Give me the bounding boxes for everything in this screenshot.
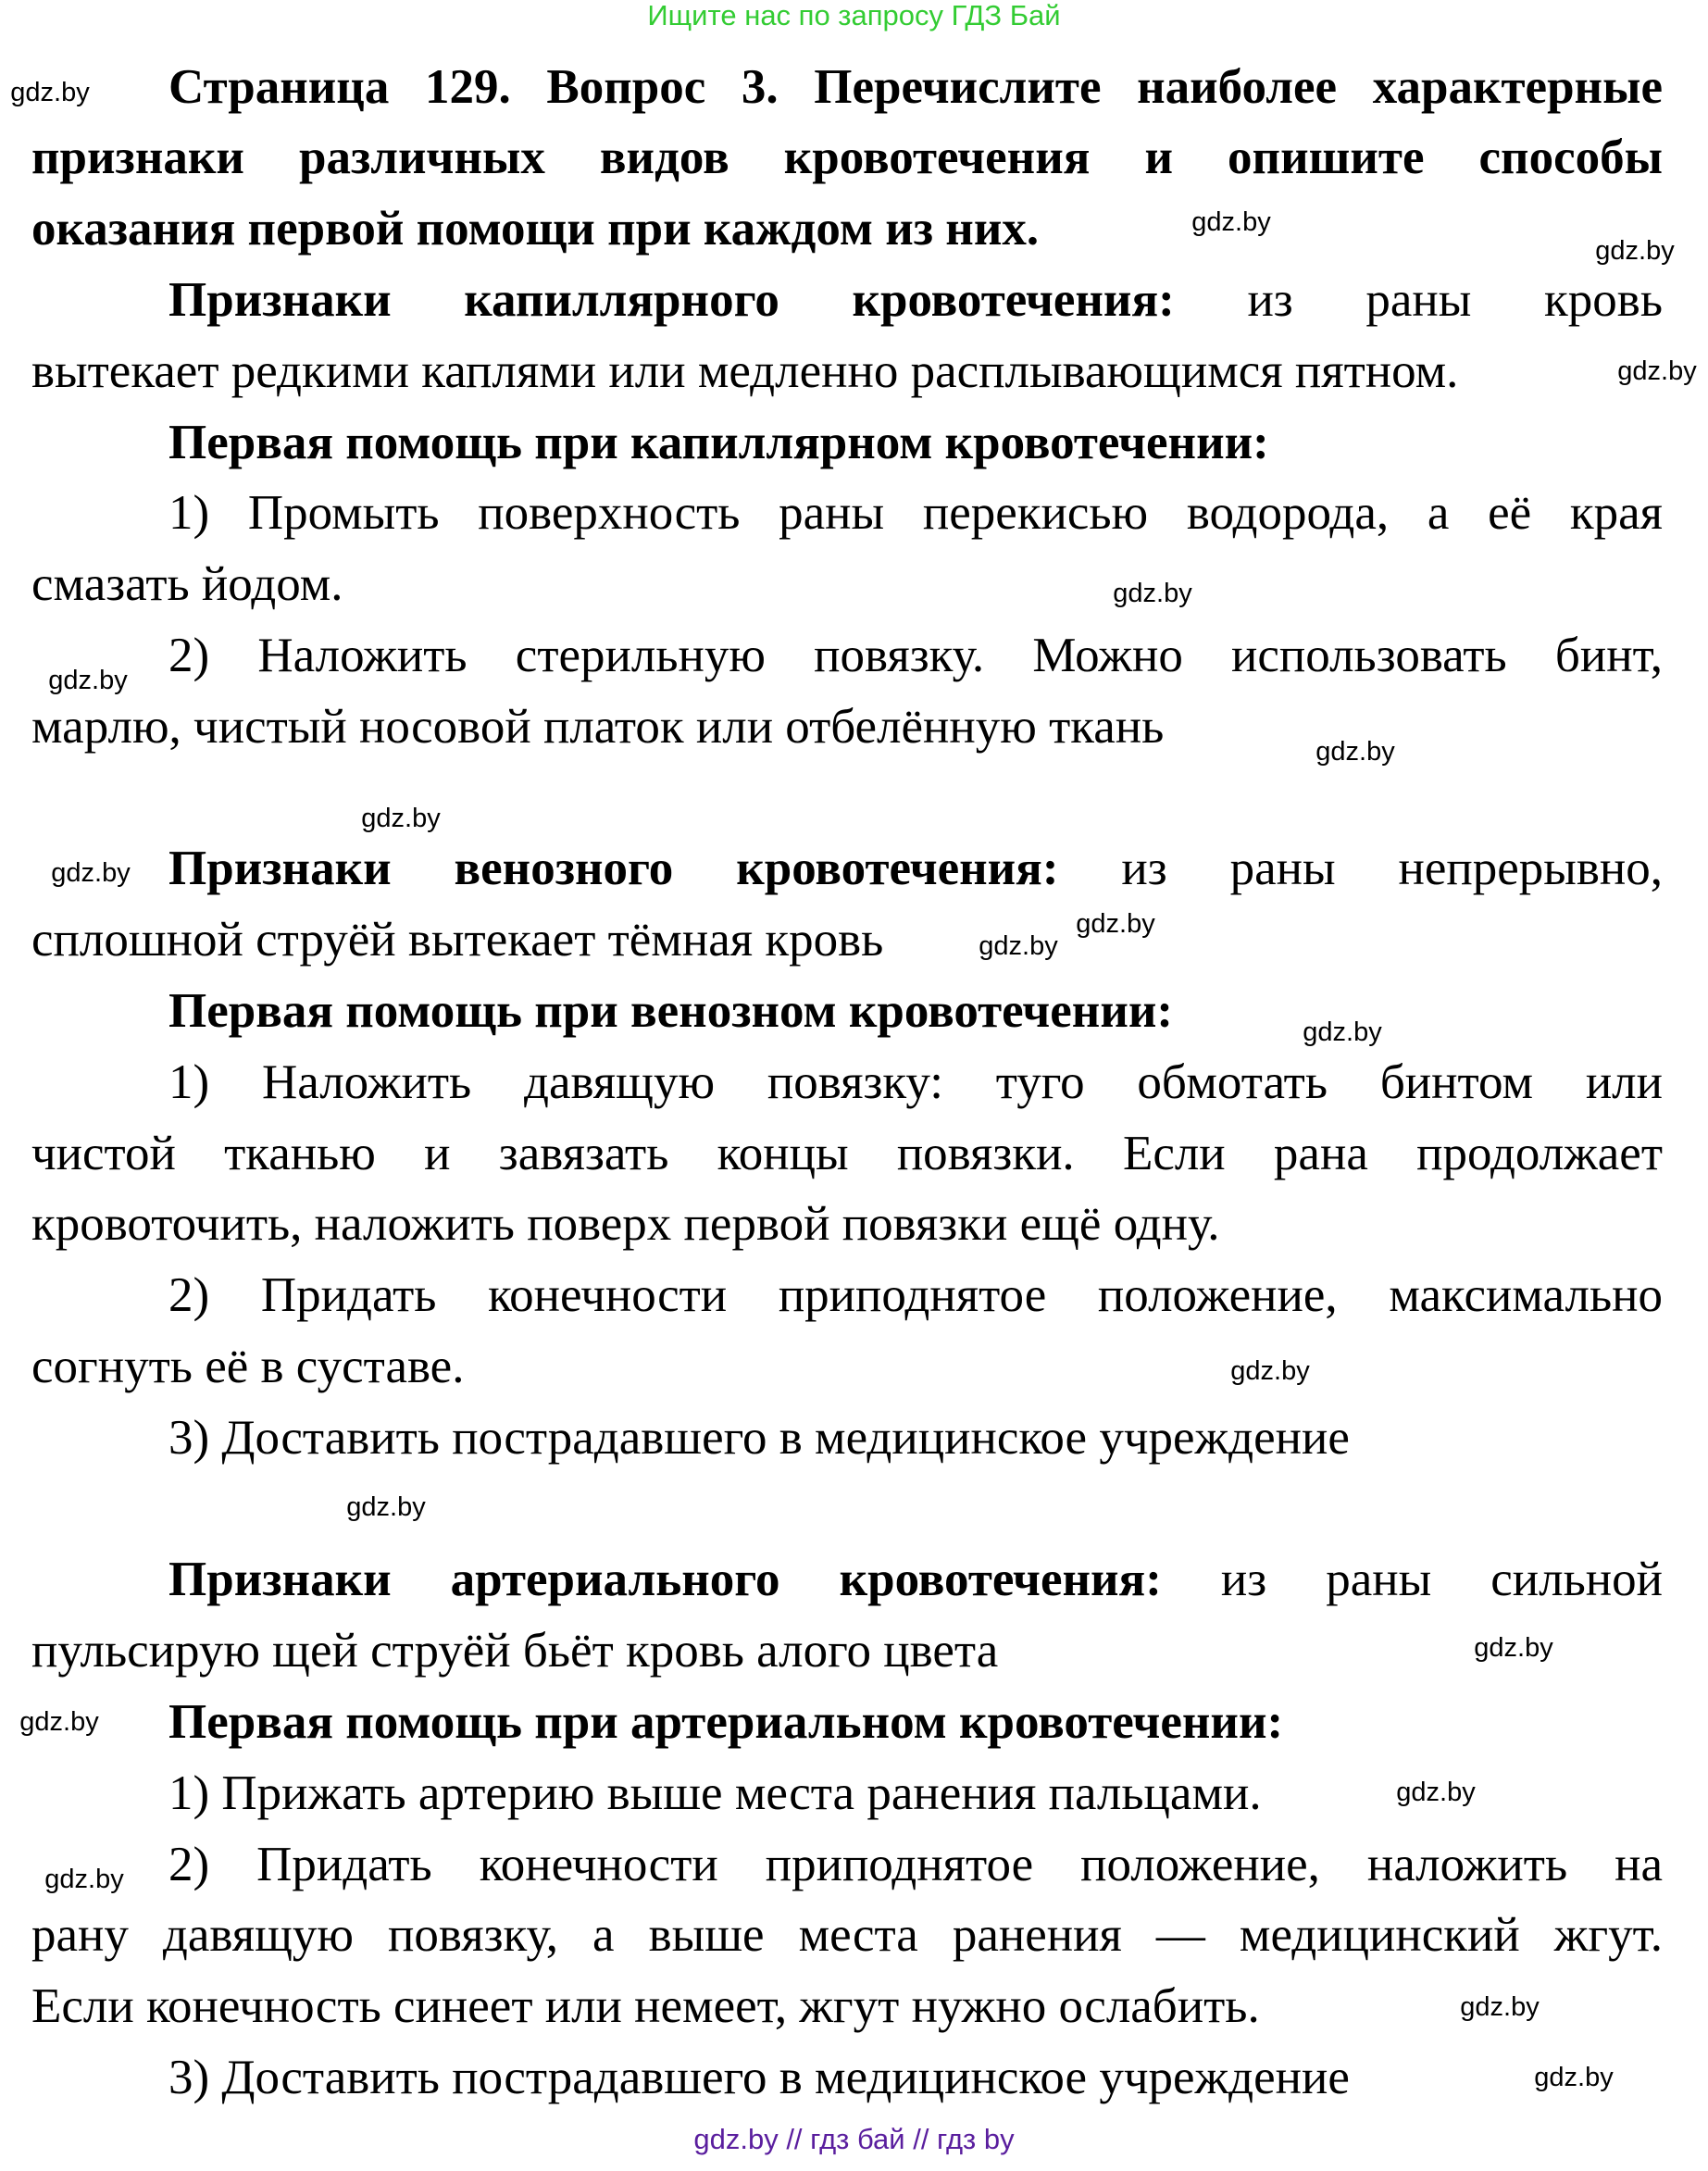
text-line xyxy=(168,1260,1663,1331)
text-line xyxy=(31,193,1663,265)
watermark-gdz: gdz.by xyxy=(1315,737,1395,767)
text-line xyxy=(31,1189,1663,1260)
text: 2) Придать конечности приподнятое положение, наложить на xyxy=(168,1837,1663,1891)
bold-text: признаки различных видов кровотечения и опишите способы xyxy=(31,131,1663,185)
watermark-gdz: gdz.by xyxy=(1303,1017,1382,1047)
text: марлю, чистый носовой платок или отбелённую ткань xyxy=(31,699,1165,754)
watermark-gdz: gdz.by xyxy=(1474,1633,1553,1663)
text-line xyxy=(168,1544,1663,1616)
watermark-gdz: gdz.by xyxy=(1191,207,1271,237)
watermark-gdz: gdz.by xyxy=(1534,2063,1614,2092)
bold-text: Первая помощь при венозном кровотечении: xyxy=(168,983,1174,1038)
watermark-gdz: gdz.by xyxy=(1076,909,1155,939)
text-line xyxy=(31,1900,1663,1971)
bold-text: Признаки артериального кровотечения: xyxy=(168,1553,1162,1607)
watermark-gdz: gdz.by xyxy=(1595,236,1675,266)
text-line xyxy=(168,1687,1663,1758)
text: 3) Доставить пострадавшего в медицинское учреждение xyxy=(168,1410,1350,1465)
text: 3) Доставить пострадавшего в медицинское учреждение xyxy=(168,2050,1350,2104)
text-line xyxy=(168,976,1663,1047)
watermark-gdz: gdz.by xyxy=(346,1492,426,1522)
text: из раны сильной xyxy=(1161,1553,1663,1607)
text-line xyxy=(168,1829,1663,1901)
text-line xyxy=(168,833,1663,905)
text-line xyxy=(168,2042,1663,2114)
text-line xyxy=(168,52,1663,123)
text-line xyxy=(31,905,1663,976)
text-line xyxy=(31,336,1663,407)
text-line xyxy=(168,620,1663,692)
watermark-gdz: gdz.by xyxy=(51,858,131,888)
text-line xyxy=(31,692,1663,763)
text: смазать йодом. xyxy=(31,557,343,612)
text-line xyxy=(168,407,1663,479)
text-line xyxy=(168,478,1663,549)
text: кровоточить, наложить поверх первой повязки ещё одну. xyxy=(31,1197,1220,1252)
text-line xyxy=(31,122,1663,193)
bold-text: Первая помощь при капиллярном кровотечении: xyxy=(168,415,1269,469)
watermark-gdz: gdz.by xyxy=(44,1865,124,1894)
watermark-gdz: gdz.by xyxy=(48,666,128,695)
text: пульсирую щей струёй бьёт кровь алого цвета xyxy=(31,1624,999,1678)
text: 1) Промыть поверхность раны перекисью водорода, а её края xyxy=(168,486,1663,541)
text-line xyxy=(168,1403,1663,1474)
text: из раны кровь xyxy=(1174,272,1663,327)
text: Если конечность синеет или немеет, жгут нужно ослабить. xyxy=(31,1979,1260,2034)
text: 1) Прижать артерию выше места ранения пальцами. xyxy=(168,1765,1262,1820)
bold-text: Признаки капиллярного кровотечения: xyxy=(168,272,1175,327)
watermark-gdz: gdz.by xyxy=(361,804,441,833)
watermark-gdz: gdz.by xyxy=(1617,356,1697,386)
text-line xyxy=(31,1118,1663,1190)
text: 1) Наложить давящую повязку: туго обмотать бинтом или xyxy=(168,1054,1663,1109)
watermark-gdz: gdz.by xyxy=(10,78,90,107)
header-search-hint: Ищите нас по запросу ГДЗ Бай xyxy=(647,0,1061,31)
watermark-gdz: gdz.by xyxy=(1230,1356,1310,1386)
text: рану давящую повязку, а выше места ранения — медицинский жгут. xyxy=(31,1908,1663,1963)
bold-text: Первая помощь при артериальном кровотечении: xyxy=(168,1694,1284,1749)
bold-text: Признаки венозного кровотечения: xyxy=(168,842,1059,896)
bold-text: Страница 129. Вопрос 3. Перечислите наиболее характерные xyxy=(168,59,1663,114)
text-line xyxy=(31,1616,1663,1687)
text-line xyxy=(168,265,1663,336)
watermark-gdz: gdz.by xyxy=(979,931,1058,961)
text: 2) Придать конечности приподнятое положение, максимально xyxy=(168,1268,1663,1323)
text: 2) Наложить стерильную повязку. Можно использовать бинт, xyxy=(168,628,1663,682)
footer-watermark: gdz.by // гдз бай // гдз by xyxy=(693,2123,1015,2155)
text-line xyxy=(31,1331,1663,1403)
watermark-gdz: gdz.by xyxy=(1460,1992,1540,2022)
text: из раны непрерывно, xyxy=(1058,842,1663,896)
bold-text: оказания первой помощи при каждом из них. xyxy=(31,202,1040,256)
watermark-gdz: gdz.by xyxy=(1396,1778,1476,1807)
text-line xyxy=(168,1047,1663,1118)
text-line xyxy=(31,549,1663,620)
text: чистой тканью и завязать концы повязки. Если рана продолжает xyxy=(31,1126,1663,1180)
text: сплошной струёй вытекает тёмная кровь xyxy=(31,913,884,967)
text: согнуть её в суставе. xyxy=(31,1339,465,1393)
watermark-gdz: gdz.by xyxy=(1113,579,1192,608)
text-line xyxy=(31,1971,1663,2042)
watermark-gdz: gdz.by xyxy=(19,1707,99,1737)
text: вытекает редкими каплями или медленно расплывающимся пятном. xyxy=(31,343,1459,398)
